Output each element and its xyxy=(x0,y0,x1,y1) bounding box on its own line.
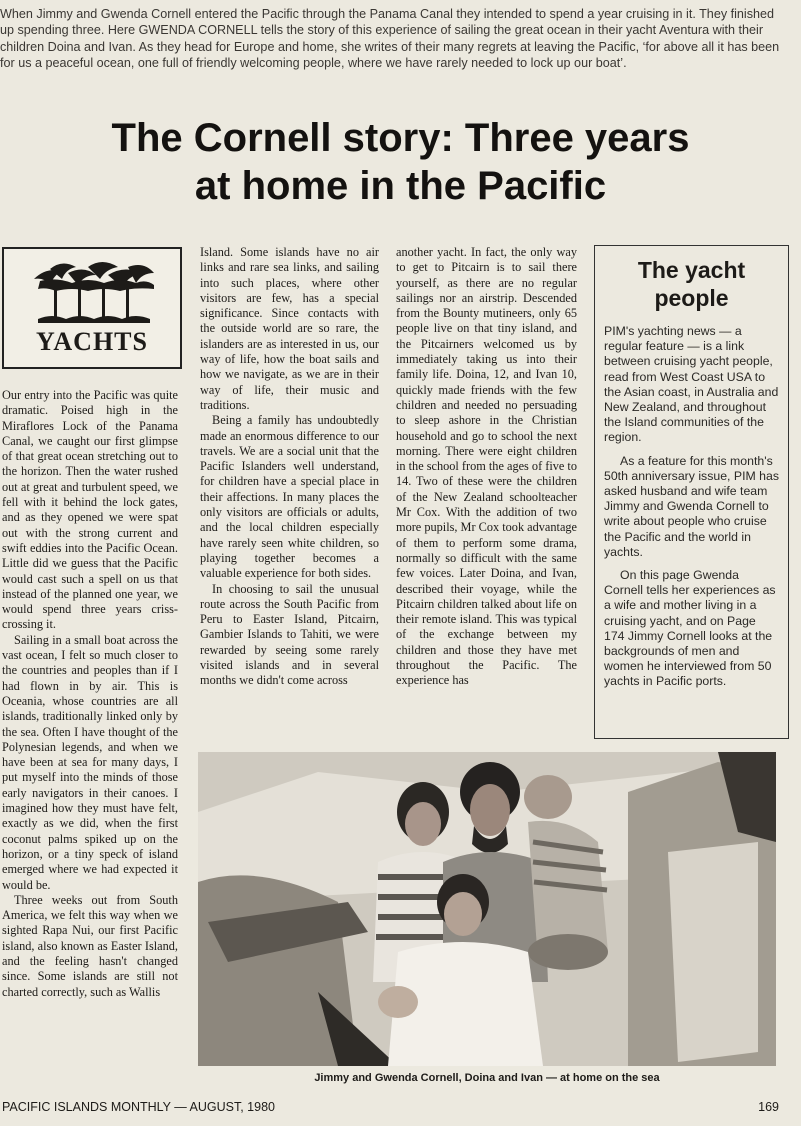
article-column-2 xyxy=(200,245,379,745)
headline-line-1: The Cornell story: Three years xyxy=(111,116,690,160)
family-photo xyxy=(198,752,776,1066)
yachts-section-label: YACHTS xyxy=(36,327,148,356)
body-paragraph-7: another yacht. In fact, the only way to get to Pitcairn is to sail there yourself, as there are no regular sailings nor an airstrip. Descended from the Bounty mutineers, only 65 people live on that tiny island, and the Pitcairners welcomed us by immediately taking us into their family life. Doina, 12, and Ivan 10, quickly made friends with the few children and needed no persuading to sleep ashore in the Christian household and go to school the next morning. There were eight children in the school from the ages of five to 14. Two of these were the children of the New Zealand schoolteacher Mr Cox. With the addition of two more pupils, Mr Cox took advantage of them to perform some drama, normally so difficult with the same few voices. Later Doina, and Ivan, described their voyage, while the Pitcairn children talked about life on their remote island. This was typical of the exchange between my children and those they have met throughout the Pacific. The experience has xyxy=(396,245,577,688)
yacht-people-sidebar xyxy=(594,245,789,739)
sidebar-paragraph-1: PIM's yachting news — a regular feature — is a link between cruising yacht people, read from West Coast USA to the Asian coast, in Australia and New Zealand, and throughout the Island communities of the region. xyxy=(604,324,779,445)
body-paragraph-2: Sailing in a small boat across the vast ocean, I felt so much closer to the countries and peoples than if I had flown in by air. This is Oceania, whose countries are all islands, traditionally linked only by the sea. Often I have thought of the Polynesian legends, and when we have been at sea for many days, I put myself into the minds of those early navigators in their canoes. I imagined how they must have felt, exactly as we did, when the first coconut palms spiked up on the horizon, or a tiny speck of island emerged where we had expected it would be. xyxy=(2,632,178,892)
palm-trees-icon xyxy=(32,259,156,325)
photo-caption: Jimmy and Gwenda Cornell, Doina and Ivan — at home on the sea xyxy=(314,1072,660,1084)
sidebar-paragraph-3: On this page Gwenda Cornell tells her experiences as a wife and mother living in a cruising yacht, and on Page 174 Jimmy Cornell looks at the backgrounds of men and women he interviewed from 50 yachts in Pacific ports. xyxy=(604,568,776,689)
sidebar-title: The yacht people xyxy=(637,257,746,311)
sidebar-paragraph-2: As a feature for this month's 50th anniversary issue, PIM has asked husband and wife team Jimmy and Gwenda Cornell to write about people who cruise the Pacific and the world in yachts. xyxy=(604,453,779,559)
page-number: 169 xyxy=(758,1100,779,1114)
family-on-boat-illustration xyxy=(198,752,776,1066)
yachts-section-logo xyxy=(2,247,182,369)
article-column-1 xyxy=(2,388,178,1086)
body-paragraph-3: Three weeks out from South America, we felt this way when we sighted Rapa Nui, our first Pacific island, also known as Easter Island, and the feeling hasn't changed since. Some islands are still not charted correctly, such as Wallis xyxy=(2,892,178,999)
headline-line-2: at home in the Pacific xyxy=(194,164,607,208)
article-headline xyxy=(0,114,801,210)
body-paragraph-1: Our entry into the Pacific was quite dramatic. Poised high in the Miraflores Lock of the Panama Canal, we caught our first glimpse of that great ocean stretching out to the horizon. Then the water rushed out at great and turbulent speed, we fell with it behind the lock gates, and as they opened we were spat out with the strong current and swift eddies into the Pacific Ocean. Little did we guess that the Pacific would cast such a spell on us that instead of the planned one year, we would spend three years criss-crossing it. xyxy=(2,388,178,632)
intro-paragraph: When Jimmy and Gwenda Cornell entered the Pacific through the Panama Canal they intended to spend a year cruising in it. They finished up spending three. Here GWENDA CORNELL tells the story of this experience of sailing the great ocean in their yacht Aventura with their children Doina and Ivan. As they head for Europe and home, she writes of their many regrets at leaving the Pacific, ‘for above all it has been for us a peaceful ocean, one full of friendly welcoming people, where we have rarely needed to lock up our boat’. xyxy=(0,7,780,70)
body-paragraph-5: Being a family has undoubtedly made an enormous difference to our travels. We are a social unit that the Pacific Islanders well understand, for children have a special place in their affections. In many places the only visitors are officials or adults, and the local children especially have rarely seen white children, so playing together becomes a valuable experience for both sides. xyxy=(200,413,379,581)
body-paragraph-4: Island. Some islands have no air links and rare sea links, and sailing into such places, where other visitors are few, has a special significance. Since contacts with the outside world are so rare, the islanders are as interested in us, our way of life, how the boat sails and how we navigate, as we are in their way of life, their music and traditions. xyxy=(200,245,379,412)
article-column-3 xyxy=(396,245,577,745)
publication-footer: PACIFIC ISLANDS MONTHLY — AUGUST, 1980 xyxy=(2,1100,275,1114)
body-paragraph-6: In choosing to sail the unusual route across the South Pacific from Peru to Easter Island, Pitcairn, Gambier Islands to Tahiti, we were rewarded by seeing some rarely visited islands and in several months we didn't come across xyxy=(200,581,379,688)
